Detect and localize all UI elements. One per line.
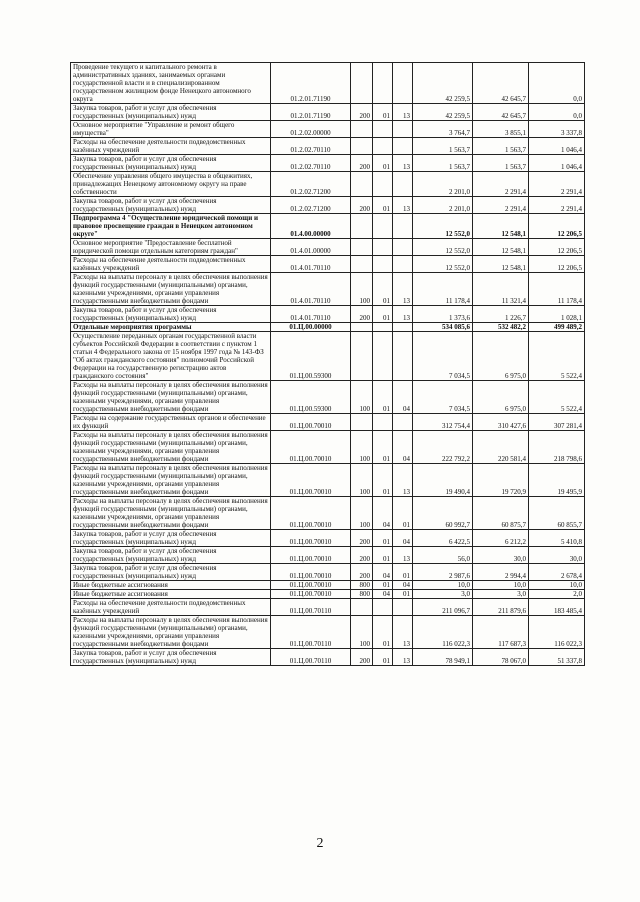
table-row — [71, 155, 585, 172]
row-value-1: 42 259,5 — [413, 104, 473, 121]
row-value-1: 42 259,5 — [413, 63, 473, 104]
row-value-3: 218 798,6 — [529, 431, 585, 464]
row-value-1: 7 034,5 — [413, 381, 473, 414]
row-pr — [393, 214, 413, 239]
row-name: Расходы на выплаты персоналу в целях обеспечения выполнения функций государственными (муниципальными) органами, казенными учреждениями, органами управления государственными внебюджетными фондами — [71, 464, 271, 497]
row-value-2: 532 482,2 — [473, 323, 529, 332]
row-vr — [351, 121, 373, 138]
row-value-3: 10,0 — [529, 581, 585, 590]
row-value-2: 1 563,7 — [473, 155, 529, 172]
row-name: Закупка товаров, работ и услуг для обеспечения государственных (муниципальных) нужд — [71, 104, 271, 121]
row-value-3: 5 522,4 — [529, 332, 585, 381]
row-value-3: 307 281,4 — [529, 414, 585, 431]
table-row — [71, 273, 585, 306]
row-rz — [373, 599, 393, 616]
row-vr — [351, 239, 373, 256]
row-code: 01.Ц.00.70110 — [271, 649, 351, 666]
row-rz — [373, 414, 393, 431]
row-vr: 100 — [351, 273, 373, 306]
row-pr: 04 — [393, 530, 413, 547]
row-name: Закупка товаров, работ и услуг для обеспечения государственных (муниципальных) нужд — [71, 547, 271, 564]
row-value-1: 116 022,3 — [413, 616, 473, 649]
row-value-3: 30,0 — [529, 547, 585, 564]
row-value-3: 1 046,4 — [529, 155, 585, 172]
row-vr: 800 — [351, 590, 373, 599]
row-value-2: 117 687,3 — [473, 616, 529, 649]
row-value-2: 19 720,9 — [473, 464, 529, 497]
table-row — [71, 197, 585, 214]
row-rz — [373, 239, 393, 256]
row-vr: 200 — [351, 547, 373, 564]
row-rz — [373, 63, 393, 104]
row-rz: 04 — [373, 564, 393, 581]
row-name: Закупка товаров, работ и услуг для обеспечения государственных (муниципальных) нужд — [71, 197, 271, 214]
row-value-2: 2 291,4 — [473, 197, 529, 214]
row-value-3: 51 337,8 — [529, 649, 585, 666]
row-value-2: 12 548,1 — [473, 256, 529, 273]
row-rz: 01 — [373, 273, 393, 306]
row-value-3: 60 855,7 — [529, 497, 585, 530]
table-row — [71, 323, 585, 332]
row-value-3: 183 485,4 — [529, 599, 585, 616]
row-code: 01.2.02.71200 — [271, 172, 351, 197]
table-row — [71, 530, 585, 547]
row-pr: 04 — [393, 431, 413, 464]
row-pr: 13 — [393, 464, 413, 497]
row-value-2: 211 879,6 — [473, 599, 529, 616]
row-value-2: 6 975,0 — [473, 332, 529, 381]
table-row — [71, 431, 585, 464]
table-row — [71, 497, 585, 530]
row-rz: 01 — [373, 547, 393, 564]
row-vr: 100 — [351, 431, 373, 464]
row-pr — [393, 332, 413, 381]
row-value-1: 312 754,4 — [413, 414, 473, 431]
row-pr: 13 — [393, 197, 413, 214]
row-code: 01.Ц.00.70010 — [271, 497, 351, 530]
row-name: Закупка товаров, работ и услуг для обеспечения государственных (муниципальных) нужд — [71, 530, 271, 547]
row-rz: 01 — [373, 197, 393, 214]
row-pr — [393, 414, 413, 431]
row-value-2: 6 212,2 — [473, 530, 529, 547]
row-rz — [373, 256, 393, 273]
row-value-1: 3 764,7 — [413, 121, 473, 138]
row-code: 01.Ц.00.70110 — [271, 599, 351, 616]
table-row — [71, 381, 585, 414]
row-name: Основное мероприятие "Предоставление бесплатной юридической помощи отдельным категориям граждан" — [71, 239, 271, 256]
row-value-3: 5 522,4 — [529, 381, 585, 414]
row-value-1: 56,0 — [413, 547, 473, 564]
row-rz: 01 — [373, 581, 393, 590]
row-vr — [351, 172, 373, 197]
row-name: Проведение текущего и капитального ремонта в административных зданиях, занимаемых органами государственной власти и в специализированном государственном жилищном фонде Ненецкого автономного округа — [71, 63, 271, 104]
row-pr: 01 — [393, 497, 413, 530]
row-value-1: 211 096,7 — [413, 599, 473, 616]
row-pr — [393, 138, 413, 155]
row-value-3: 5 410,8 — [529, 530, 585, 547]
row-vr: 100 — [351, 497, 373, 530]
row-pr: 13 — [393, 306, 413, 323]
row-value-1: 2 987,6 — [413, 564, 473, 581]
table-row — [71, 63, 585, 104]
row-code: 01.Ц.00.70010 — [271, 530, 351, 547]
row-code: 01.4.01.00000 — [271, 239, 351, 256]
row-value-3: 2 291,4 — [529, 172, 585, 197]
row-value-2: 310 427,6 — [473, 414, 529, 431]
row-code: 01.Ц.00.00000 — [271, 323, 351, 332]
row-code: 01.2.01.71190 — [271, 104, 351, 121]
row-code: 01.2.02.70110 — [271, 155, 351, 172]
row-value-3: 1 028,1 — [529, 306, 585, 323]
row-value-2: 12 548,1 — [473, 239, 529, 256]
row-rz — [373, 172, 393, 197]
row-rz: 01 — [373, 530, 393, 547]
row-code: 01.Ц.00.59300 — [271, 332, 351, 381]
row-name: Расходы на обеспечение деятельности подведомственных казённых учреждений — [71, 138, 271, 155]
row-value-3: 116 022,3 — [529, 616, 585, 649]
row-vr: 200 — [351, 530, 373, 547]
row-name: Расходы на выплаты персоналу в целях обеспечения выполнения функций государственными (муниципальными) органами, казенными учреждениями, органами управления государственными внебюджетными фондами — [71, 381, 271, 414]
row-vr — [351, 214, 373, 239]
row-value-3: 11 178,4 — [529, 273, 585, 306]
row-code: 01.2.02.70110 — [271, 138, 351, 155]
row-pr — [393, 63, 413, 104]
row-rz: 01 — [373, 649, 393, 666]
row-value-1: 19 490,4 — [413, 464, 473, 497]
row-name: Обеспечение управления общего имущества в общежитиях, принадлежащих Ненецкому автономному округу на праве собственности — [71, 172, 271, 197]
row-value-3: 3 337,8 — [529, 121, 585, 138]
row-value-2: 2 291,4 — [473, 172, 529, 197]
row-value-3: 2 678,4 — [529, 564, 585, 581]
row-code: 01.Ц.00.70010 — [271, 590, 351, 599]
row-value-3: 2 291,4 — [529, 197, 585, 214]
row-value-3: 12 206,5 — [529, 239, 585, 256]
table-row — [71, 104, 585, 121]
row-value-1: 1 563,7 — [413, 155, 473, 172]
row-name: Отдельные мероприятия программы — [71, 323, 271, 332]
row-value-3: 499 489,2 — [529, 323, 585, 332]
row-name: Основное мероприятие "Управление и ремонт общего имущества" — [71, 121, 271, 138]
row-value-3: 1 046,4 — [529, 138, 585, 155]
row-name: Расходы на обеспечение деятельности подведомственных казённых учреждений — [71, 256, 271, 273]
row-name: Расходы на выплаты персоналу в целях обеспечения выполнения функций государственными (муниципальными) органами, казенными учреждениями, органами управления государственными внебюджетными фондами — [71, 616, 271, 649]
row-code: 01.4.01.70110 — [271, 256, 351, 273]
row-name: Расходы на обеспечение деятельности подведомственных казённых учреждений — [71, 599, 271, 616]
row-rz — [373, 121, 393, 138]
row-name: Расходы на выплаты персоналу в целях обеспечения выполнения функций государственными (муниципальными) органами, казенными учреждениями, органами управления государственными внебюджетными фондами — [71, 431, 271, 464]
row-value-2: 42 645,7 — [473, 104, 529, 121]
table-row — [71, 306, 585, 323]
table-row — [71, 590, 585, 599]
row-rz: 01 — [373, 464, 393, 497]
row-code: 01.Ц.00.70110 — [271, 616, 351, 649]
row-rz: 01 — [373, 155, 393, 172]
row-pr — [393, 599, 413, 616]
row-vr: 200 — [351, 306, 373, 323]
row-value-2: 11 321,4 — [473, 273, 529, 306]
row-value-1: 222 792,2 — [413, 431, 473, 464]
row-pr — [393, 323, 413, 332]
row-value-1: 60 992,7 — [413, 497, 473, 530]
table-row — [71, 332, 585, 381]
table-row — [71, 547, 585, 564]
table-row — [71, 564, 585, 581]
page-number: 2 — [316, 836, 324, 851]
row-value-1: 12 552,0 — [413, 239, 473, 256]
row-value-2: 2 994,4 — [473, 564, 529, 581]
row-pr — [393, 121, 413, 138]
row-pr: 13 — [393, 547, 413, 564]
row-value-2: 3,0 — [473, 590, 529, 599]
row-name: Закупка товаров, работ и услуг для обеспечения государственных (муниципальных) нужд — [71, 306, 271, 323]
table-row — [71, 256, 585, 273]
row-value-3: 12 206,5 — [529, 214, 585, 239]
row-value-3: 2,0 — [529, 590, 585, 599]
row-name: Расходы на содержание государственных органов и обеспечение их функций — [71, 414, 271, 431]
row-value-1: 12 552,0 — [413, 256, 473, 273]
table-row — [71, 414, 585, 431]
row-value-1: 1 563,7 — [413, 138, 473, 155]
row-value-1: 6 422,5 — [413, 530, 473, 547]
row-rz — [373, 214, 393, 239]
table-row — [71, 121, 585, 138]
row-vr — [351, 256, 373, 273]
table-row — [71, 649, 585, 666]
table-row — [71, 581, 585, 590]
row-vr: 200 — [351, 155, 373, 172]
row-pr: 13 — [393, 649, 413, 666]
row-value-1: 7 034,5 — [413, 332, 473, 381]
row-rz: 01 — [373, 306, 393, 323]
row-rz: 04 — [373, 497, 393, 530]
row-code: 01.Ц.00.70010 — [271, 564, 351, 581]
table-row — [71, 464, 585, 497]
row-pr: 13 — [393, 616, 413, 649]
budget-table — [70, 62, 585, 666]
row-code: 01.Ц.00.70010 — [271, 431, 351, 464]
row-name: Закупка товаров, работ и услуг для обеспечения государственных (муниципальных) нужд — [71, 649, 271, 666]
row-value-2: 12 548,1 — [473, 214, 529, 239]
row-value-1: 12 552,0 — [413, 214, 473, 239]
row-code: 01.Ц.00.70010 — [271, 547, 351, 564]
row-value-3: 0,0 — [529, 104, 585, 121]
row-pr: 04 — [393, 381, 413, 414]
row-name: Расходы на выплаты персоналу в целях обеспечения выполнения функций государственными (муниципальными) органами, казенными учреждениями, органами управления государственными внебюджетными фондами — [71, 497, 271, 530]
row-vr: 800 — [351, 581, 373, 590]
row-name: Осуществление переданных органам государственной власти субъектов Российской Федерации в соответствии с пунктом 1 статьи 4 Федерального закона от 15 ноября 1997 года № 143-ФЗ "Об актах гражданского состояния" полномочий Российской Федерации на государственную регистрацию актов гражданского состояния" — [71, 332, 271, 381]
row-name: Подпрограмма 4 "Осуществление юридической помощи и правовое просвещение граждан в Ненецком автономном округе" — [71, 214, 271, 239]
row-pr — [393, 172, 413, 197]
row-value-2: 3 855,1 — [473, 121, 529, 138]
row-value-1: 78 949,1 — [413, 649, 473, 666]
row-name: Закупка товаров, работ и услуг для обеспечения государственных (муниципальных) нужд — [71, 564, 271, 581]
row-pr: 01 — [393, 564, 413, 581]
row-value-2: 60 875,7 — [473, 497, 529, 530]
table-row — [71, 172, 585, 197]
row-value-2: 220 581,4 — [473, 431, 529, 464]
row-value-3: 12 206,5 — [529, 256, 585, 273]
table-row — [71, 239, 585, 256]
row-code: 01.Ц.00.59300 — [271, 381, 351, 414]
row-value-2: 42 645,7 — [473, 63, 529, 104]
row-code: 01.Ц.00.70010 — [271, 414, 351, 431]
table-row — [71, 616, 585, 649]
row-vr: 200 — [351, 649, 373, 666]
row-name: Закупка товаров, работ и услуг для обеспечения государственных (муниципальных) нужд — [71, 155, 271, 172]
row-vr — [351, 599, 373, 616]
row-value-1: 3,0 — [413, 590, 473, 599]
row-rz — [373, 138, 393, 155]
row-vr — [351, 323, 373, 332]
table-row — [71, 214, 585, 239]
row-code: 01.2.02.00000 — [271, 121, 351, 138]
row-code: 01.4.00.00000 — [271, 214, 351, 239]
row-rz: 01 — [373, 431, 393, 464]
row-vr — [351, 332, 373, 381]
row-value-1: 2 201,0 — [413, 197, 473, 214]
row-value-2: 1 226,7 — [473, 306, 529, 323]
row-code: 01.Ц.00.70010 — [271, 581, 351, 590]
row-code: 01.2.01.71190 — [271, 63, 351, 104]
row-pr: 13 — [393, 104, 413, 121]
row-pr — [393, 239, 413, 256]
row-code: 01.4.01.70110 — [271, 273, 351, 306]
row-vr — [351, 63, 373, 104]
row-pr: 01 — [393, 590, 413, 599]
table-row — [71, 599, 585, 616]
row-value-1: 10,0 — [413, 581, 473, 590]
row-name: Иные бюджетные ассигнования — [71, 581, 271, 590]
row-value-1: 534 085,6 — [413, 323, 473, 332]
row-name: Расходы на выплаты персоналу в целях обеспечения выполнения функций государственными (муниципальными) органами, казенными учреждениями, органами управления государственными внебюджетными фондами — [71, 273, 271, 306]
row-value-1: 2 201,0 — [413, 172, 473, 197]
row-rz: 01 — [373, 381, 393, 414]
row-value-1: 11 178,4 — [413, 273, 473, 306]
row-rz: 01 — [373, 104, 393, 121]
table-row — [71, 138, 585, 155]
row-value-3: 19 495,9 — [529, 464, 585, 497]
row-rz — [373, 323, 393, 332]
row-vr: 200 — [351, 564, 373, 581]
row-value-2: 10,0 — [473, 581, 529, 590]
row-vr — [351, 138, 373, 155]
row-value-3: 0,0 — [529, 63, 585, 104]
row-vr: 100 — [351, 616, 373, 649]
row-code: 01.Ц.00.70010 — [271, 464, 351, 497]
row-vr: 100 — [351, 464, 373, 497]
row-value-2: 1 563,7 — [473, 138, 529, 155]
row-value-2: 78 067,0 — [473, 649, 529, 666]
row-vr — [351, 414, 373, 431]
row-name: Иные бюджетные ассигнования — [71, 590, 271, 599]
row-value-1: 1 373,6 — [413, 306, 473, 323]
row-value-2: 6 975,0 — [473, 381, 529, 414]
row-code: 01.4.01.70110 — [271, 306, 351, 323]
row-pr: 13 — [393, 155, 413, 172]
row-rz — [373, 332, 393, 381]
row-pr: 13 — [393, 273, 413, 306]
row-rz: 04 — [373, 590, 393, 599]
row-vr: 200 — [351, 104, 373, 121]
row-value-2: 30,0 — [473, 547, 529, 564]
row-vr: 200 — [351, 197, 373, 214]
row-code: 01.2.02.71200 — [271, 197, 351, 214]
row-rz: 01 — [373, 616, 393, 649]
row-vr: 100 — [351, 381, 373, 414]
row-pr: 04 — [393, 581, 413, 590]
row-pr — [393, 256, 413, 273]
